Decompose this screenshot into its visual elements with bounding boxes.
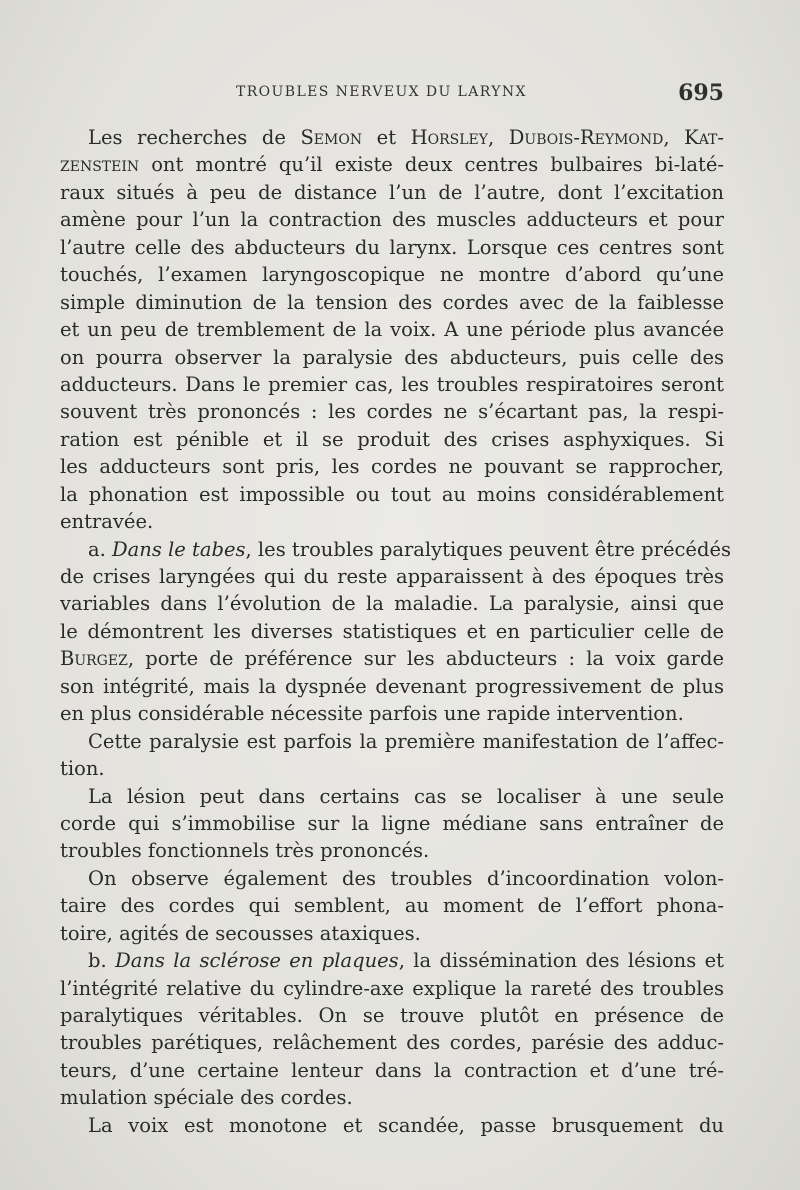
text-line: [60, 645, 724, 672]
text-run: troubles parétiques, relâchement des cordes, parésie des adduc-: [60, 1031, 724, 1055]
text-run: simple diminution de la tension des cordes avec de la faiblesse: [60, 290, 724, 314]
text-line: [60, 563, 724, 590]
text-line: [60, 179, 724, 206]
text-line: [60, 289, 724, 316]
text-run: taire des cordes qui semblent, au moment de l’effort phona-: [60, 894, 724, 918]
text-line: [60, 920, 724, 947]
author-name: Burgez: [60, 647, 128, 671]
body-text: [60, 124, 732, 1139]
text-line: [60, 151, 724, 178]
author-name: Kat-: [684, 126, 724, 149]
text-line: [60, 673, 724, 700]
text-run: et: [362, 126, 411, 149]
text-run: toire, agités de secousses ataxiques.: [60, 921, 421, 945]
text-run: on pourra observer la paralysie des abducteurs, puis celle des: [60, 345, 724, 369]
text-line: [60, 344, 724, 371]
text-line: [60, 124, 724, 151]
text-run: La voix est monotone et scandée, passe brusquement du: [88, 1113, 724, 1137]
text-run: , porte de préférence sur les abducteurs : la voix garde: [127, 647, 724, 671]
text-run: l’intégrité relative du cylindre-axe explique la rareté des troubles: [60, 976, 724, 1000]
text-run: souvent très prononcés : les cordes ne s’écartant pas, la respi-: [60, 400, 724, 424]
text-line: [60, 453, 724, 480]
text-line: [60, 728, 724, 755]
text-run: le démontrent les diverses statistiques et en particulier celle de: [60, 619, 724, 643]
text-line: [60, 536, 732, 563]
text-run: tion.: [60, 757, 105, 781]
text-run: ont montré qu’il existe deux centres bulbaires bi-laté-: [139, 153, 724, 177]
text-line: [60, 206, 724, 233]
text-line: [60, 947, 724, 974]
text-line: [60, 865, 724, 892]
text-line: [60, 590, 724, 617]
italic-heading: Dans le tabes: [112, 537, 246, 561]
text-run: amène pour l’un la contraction des muscles adducteurs et pour: [60, 208, 724, 232]
text-run: Les recherches de: [88, 126, 301, 149]
text-run: La lésion peut dans certains cas se localiser à une seule: [88, 784, 724, 808]
author-name: Dubois-Reymond: [508, 126, 664, 149]
text-run: la phonation est impossible ou tout au moins considérablement: [60, 482, 724, 506]
text-line: [60, 481, 724, 508]
author-name: Horsley: [410, 126, 488, 149]
text-run: mulation spéciale des cordes.: [60, 1086, 353, 1110]
text-run: , la dissémination des lésions et: [398, 949, 724, 973]
text-run: corde qui s’immobilise sur la ligne médiane sans entraîner de: [60, 811, 724, 835]
text-line: [60, 837, 724, 864]
text-run: et un peu de tremblement de la voix. A une période plus avancée: [60, 318, 724, 342]
text-line: [60, 261, 724, 288]
text-line: [60, 1112, 724, 1139]
text-run: les adducteurs sont pris, les cordes ne pouvant se rapprocher,: [60, 455, 724, 479]
text-run: teurs, d’une certaine lenteur dans la contraction et d’une tré-: [60, 1058, 724, 1082]
text-run: de crises laryngées qui du reste apparaissent à des époques très: [60, 565, 724, 588]
text-run: ration est pénible et il se produit des crises asphyxiques. Si: [60, 427, 724, 451]
text-line: [60, 316, 724, 343]
text-line: [60, 700, 724, 727]
text-run: b.: [88, 949, 116, 973]
text-line: [60, 1057, 724, 1084]
text-line: [60, 783, 724, 810]
text-line: [60, 975, 724, 1002]
text-line: [60, 398, 724, 425]
text-run: adducteurs. Dans le premier cas, les troubles respiratoires seront: [60, 372, 724, 396]
page-number: 695: [678, 80, 724, 106]
text-line: [60, 892, 724, 919]
text-run: a.: [88, 537, 113, 561]
author-name: Semon: [300, 126, 363, 149]
text-run: troubles fonctionnels très prononcés.: [60, 839, 430, 863]
text-line: [60, 618, 724, 645]
text-run: ,: [663, 126, 685, 149]
text-line: [60, 371, 724, 398]
text-line: [60, 508, 724, 535]
text-line: [60, 1002, 724, 1029]
text-run: On observe également des troubles d’incoordination volon-: [88, 866, 724, 890]
italic-heading: Dans la sclérose en plaques: [115, 949, 399, 973]
text-line: [60, 755, 724, 782]
text-run: raux situés à peu de distance l’un de l’autre, dont l’excitation: [60, 180, 724, 204]
page-header: [236, 80, 724, 110]
text-run: paralytiques véritables. On se trouve plutôt en présence de: [60, 1004, 724, 1027]
text-line: [60, 1029, 724, 1056]
running-head: TROUBLES NERVEUX DU LARYNX: [236, 84, 527, 100]
text-run: l’autre celle des abducteurs du larynx. Lorsque ces centres sont: [60, 235, 724, 259]
text-run: entravée.: [60, 510, 154, 534]
text-line: [60, 810, 724, 837]
text-run: touchés, l’examen laryngoscopique ne montre d’abord qu’une: [60, 263, 724, 287]
text-run: variables dans l’évolution de la maladie. La paralysie, ainsi que: [60, 592, 724, 616]
text-line: [60, 1084, 724, 1111]
text-run: ,: [488, 126, 509, 149]
text-run: son intégrité, mais la dyspnée devenant progressivement de plus: [60, 674, 724, 698]
text-line: [60, 426, 724, 453]
text-line: [60, 234, 724, 261]
text-run: , les troubles paralytiques peuvent être précédés: [245, 537, 732, 561]
text-run: en plus considérable nécessite parfois une rapide intervention.: [60, 702, 684, 726]
author-name: zenstein: [60, 153, 140, 177]
text-run: Cette paralysie est parfois la première manifestation de l’affec-: [88, 729, 724, 753]
